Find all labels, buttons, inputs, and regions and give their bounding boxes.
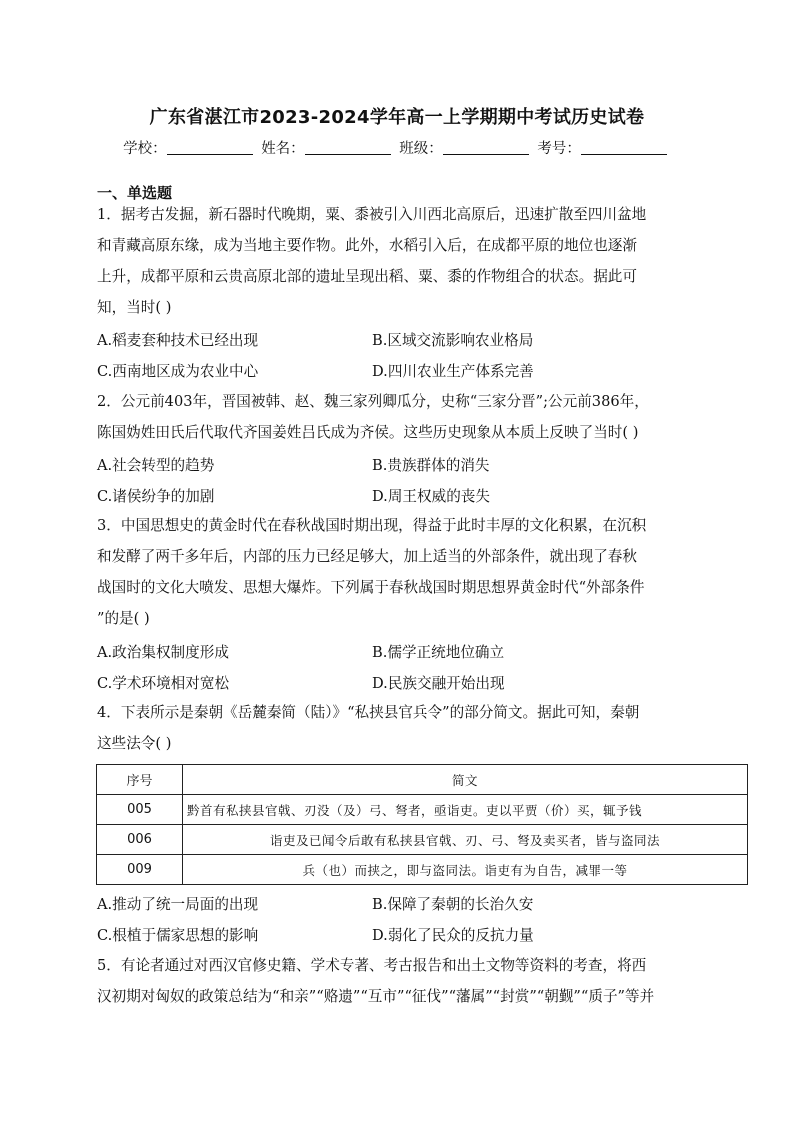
q1-option-b[interactable]: B.区域交流影响农业格局 (372, 332, 534, 349)
name-blank (305, 140, 391, 155)
question-line: 4．下表所示是秦朝《岳麓秦简（陆）》“私挟县官兵令”的部分简文。据此可知，秦朝 (97, 704, 640, 721)
q2-option-d[interactable]: D.周王权威的丧失 (372, 488, 490, 505)
bamboo-slips-table (96, 764, 748, 885)
section-heading: 一、单选题 (97, 184, 173, 202)
q4-option-c[interactable]: C.根植于儒家思想的影响 (97, 927, 259, 944)
school-blank (167, 140, 253, 155)
question-line: ”的是( ) (97, 610, 150, 627)
table-cell-number: 006 (97, 825, 183, 855)
exam-number-field (537, 137, 671, 158)
question-1-stem (97, 199, 701, 323)
table-row (97, 795, 748, 825)
q4-option-a[interactable]: A.推动了统一局面的出现 (97, 896, 259, 913)
class-label: 班级： (399, 141, 443, 157)
question-5-stem (97, 950, 701, 1012)
question-line: 和发酵了两千多年后，内部的压力已经足够大，加上适当的外部条件，就出现了春秋 (97, 548, 637, 565)
question-line: 汉初期对匈奴的政策总结为“和亲”“赂遗”“互市”“征伐”“藩属”“封赏”“朝觐”“质子”等并 (97, 988, 655, 1005)
question-line: 1．据考古发掘，新石器时代晚期，粟、黍被引入川西北高原后，迅速扩散至四川盆地 (97, 206, 647, 223)
exam-number-blank (581, 140, 667, 155)
q2-option-c[interactable]: C.诸侯纷争的加剧 (97, 488, 215, 505)
table-cell-text: 诣吏及已闻令后敢有私挟县官戟、刃、弓、弩及卖买者，皆与盗同法 (183, 825, 748, 855)
q4-option-b[interactable]: B.保障了秦朝的长治久安 (372, 896, 534, 913)
name-field (261, 137, 395, 158)
school-field (123, 137, 257, 158)
q4-option-d[interactable]: D.弱化了民众的反抗力量 (372, 927, 534, 944)
table-row (97, 825, 748, 855)
name-label: 姓名： (261, 141, 305, 157)
table-header-text: 简文 (183, 765, 748, 795)
question-line: 和青藏高原东缘，成为当地主要作物。此外，水稻引入后，在成都平原的地位也逐渐 (97, 237, 637, 254)
question-line: 战国时的文化大喷发、思想大爆炸。下列属于春秋战国时期思想界黄金时代“外部条件 (97, 579, 645, 596)
q1-option-a[interactable]: A.稻麦套种技术已经出现 (97, 332, 259, 349)
table-cell-text: 黔首有私挟县官戟、刃没（及）弓、弩者，亟诣吏。吏以平贾（价）买，辄予钱 (183, 795, 748, 825)
question-2-stem (97, 386, 701, 448)
table-cell-number: 009 (97, 855, 183, 885)
class-field (399, 137, 533, 158)
table-header-number: 序号 (97, 765, 183, 795)
q3-option-d[interactable]: D.民族交融开始出现 (372, 675, 505, 692)
class-blank (443, 140, 529, 155)
exam-number-label: 考号： (537, 141, 581, 157)
question-line: 2．公元前403年，晋国被韩、赵、魏三家列卿瓜分，史称“三家分晋”;公元前386年， (97, 393, 649, 410)
question-line: 3．中国思想史的黄金时代在春秋战国时期出现，得益于此时丰厚的文化积累，在沉积 (97, 517, 647, 534)
q3-option-a[interactable]: A.政治集权制度形成 (97, 644, 229, 661)
question-line: 5．有论者通过对西汉官修史籍、学术专著、考古报告和出土文物等资料的考查，将西 (97, 957, 647, 974)
question-3-stem (97, 510, 701, 634)
q1-option-d[interactable]: D.四川农业生产体系完善 (372, 363, 534, 380)
q2-option-b[interactable]: B.贵族群体的消失 (372, 457, 490, 474)
school-label: 学校： (123, 141, 167, 157)
q1-option-c[interactable]: C.西南地区成为农业中心 (97, 363, 259, 380)
q3-option-c[interactable]: C.学术环境相对宽松 (97, 675, 230, 692)
question-4-stem (97, 697, 701, 759)
table-cell-text: 兵（也）而挟之，即与盗同法。诣吏有为自告，减罪一等 (183, 855, 748, 885)
student-info-row (0, 137, 794, 158)
question-line: 陈国妫姓田氏后代取代齐国姜姓吕氏成为齐侯。这些历史现象从本质上反映了当时( ) (97, 424, 639, 441)
question-line: 上升，成都平原和云贵高原北部的遗址呈现出稻、粟、黍的作物组合的状态。据此可 (97, 268, 637, 285)
exam-title: 广东省湛江市2023-2024学年高一上学期期中考试历史试卷 (149, 107, 645, 128)
q2-option-a[interactable]: A.社会转型的趋势 (97, 457, 215, 474)
table-row (97, 855, 748, 885)
q3-option-b[interactable]: B.儒学正统地位确立 (372, 644, 505, 661)
question-line: 知，当时( ) (97, 299, 172, 316)
question-line: 这些法令( ) (97, 735, 172, 752)
table-header-row (97, 765, 748, 795)
table-cell-number: 005 (97, 795, 183, 825)
